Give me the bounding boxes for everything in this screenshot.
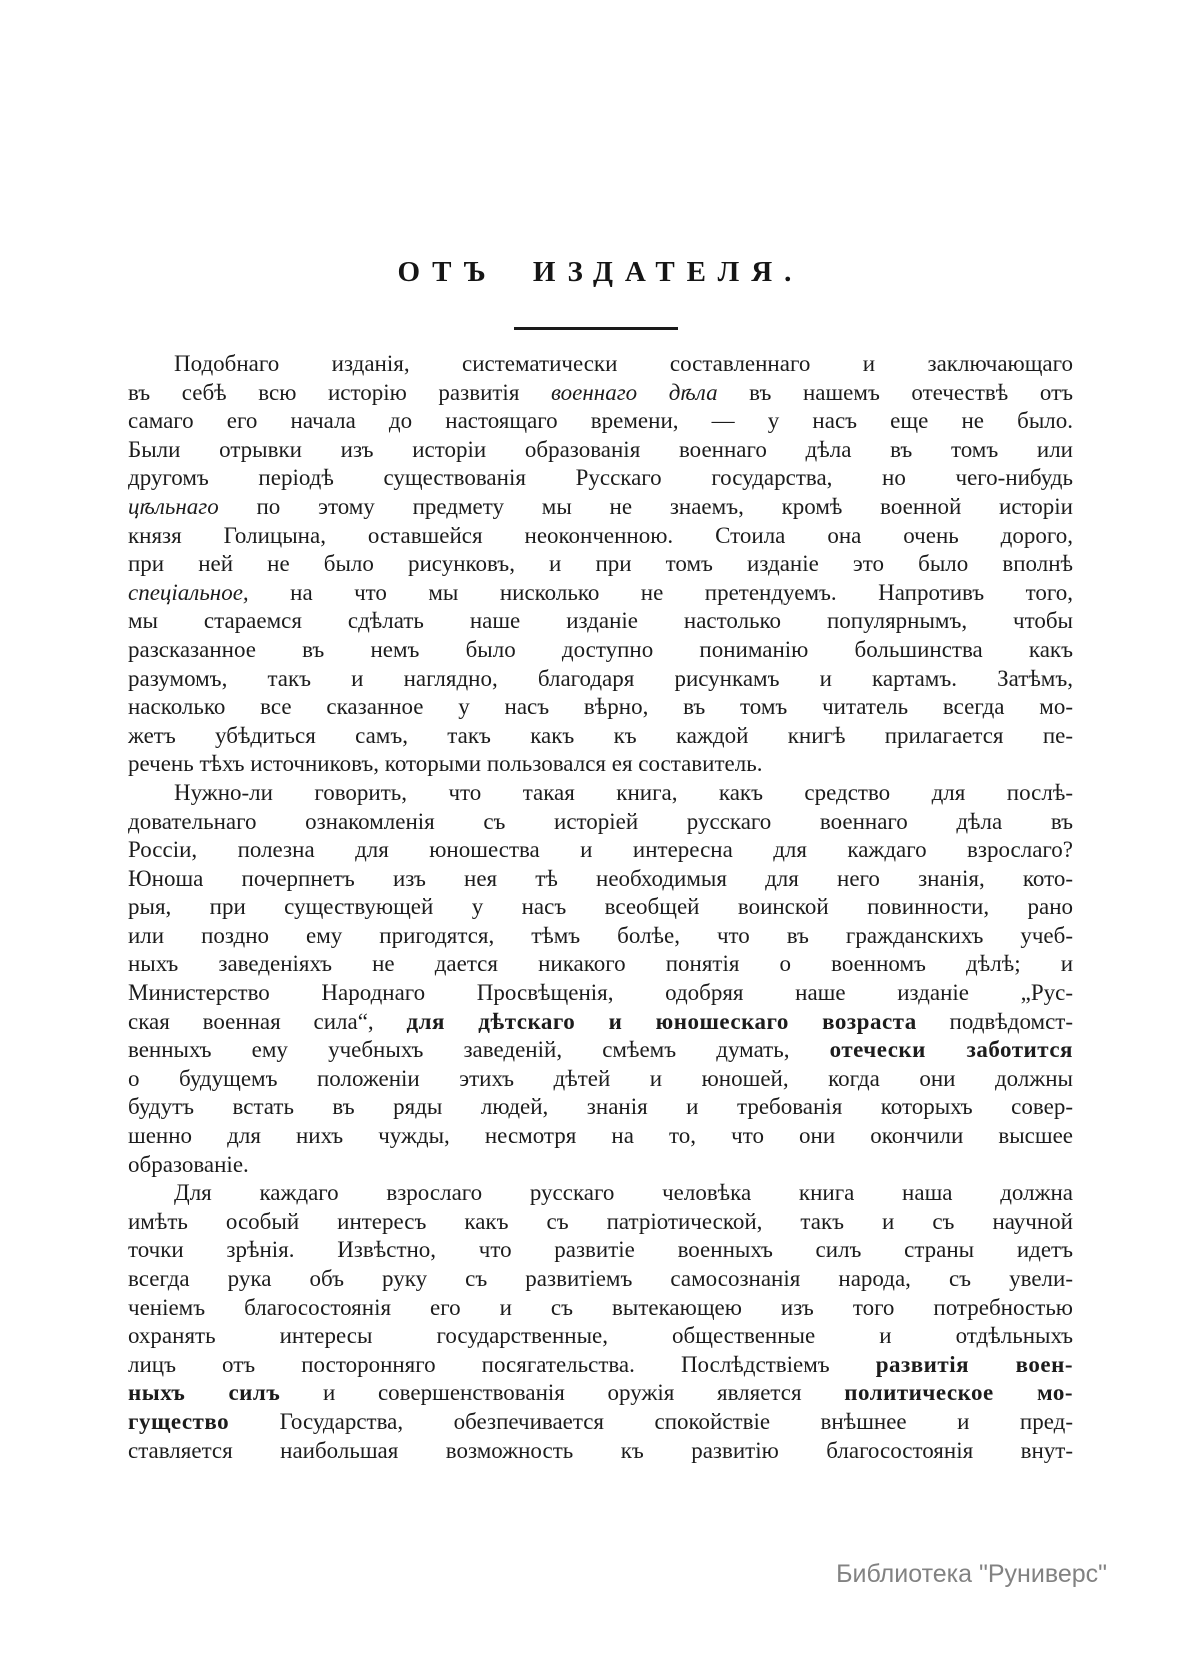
text-line (128, 722, 1073, 751)
text-line (128, 636, 1073, 665)
text-line (128, 750, 1073, 779)
bold-run: для дѣтскаго и юношескаго возраста (406, 1008, 917, 1034)
text-line (128, 1322, 1073, 1351)
text-line (128, 407, 1073, 436)
text-run: разсказанное въ немъ было доступно пониманію большинства какъ (128, 636, 1073, 662)
text-run: Министерство Народнаго Просвѣщенія, одобряя наше изданіе „Рус- (128, 980, 1073, 1006)
text-line (128, 379, 1073, 408)
text-line (128, 950, 1073, 979)
text-run: въ нашемъ отечествѣ отъ (717, 379, 1074, 405)
text-line (128, 436, 1073, 465)
text-run: венныхъ ему учебныхъ заведеній, смѣемъ думать, (128, 1037, 830, 1063)
text-line (128, 1122, 1073, 1151)
page-title: ОТЪ ИЗДАТЕЛЯ. (397, 256, 804, 288)
text-line (128, 1294, 1073, 1323)
text-run: Нужно-ли говорить, что такая книга, какъ средство для послѣ- (174, 779, 1073, 805)
text-run: образованіе. (128, 1151, 249, 1177)
text-line (128, 522, 1073, 551)
text-run: ставляется наибольшая возможность къ развитію благосостоянія внут- (128, 1437, 1073, 1463)
text-line (128, 893, 1073, 922)
text-run: Государства, обезпечивается спокойствіе внѣшнее и пред- (229, 1408, 1073, 1434)
text-line (128, 1265, 1073, 1294)
text-line (128, 665, 1073, 694)
text-line (128, 1437, 1073, 1466)
watermark: Библиотека "Руниверс" (836, 1560, 1107, 1588)
text-run: будутъ встать въ ряды людей, знанія и требованія которыхъ совер- (128, 1094, 1073, 1120)
text-line (128, 579, 1073, 608)
text-run: Подобнаго изданія, систематически составленнаго и заключающаго (174, 351, 1073, 376)
text-line (128, 1036, 1073, 1065)
title-divider (514, 327, 678, 330)
text-run: речень тѣхъ источниковъ, которыми пользовался ея составитель. (128, 751, 763, 777)
text-line (128, 607, 1073, 636)
text-run: Для каждаго взрослаго русскаго человѣка книга наша должна (174, 1180, 1073, 1206)
italic-run: спеціальное, (128, 579, 249, 605)
text-run: Юноша почерпнетъ изъ нея тѣ необходимыя для него знанія, кото- (128, 865, 1073, 891)
text-line (128, 979, 1073, 1008)
text-run: при ней не было рисунковъ, и при томъ изданіе это было вполнѣ (128, 551, 1073, 577)
text-line (128, 1093, 1073, 1122)
text-run: ченіемъ благосостоянія его и съ вытекающею изъ того потребностью (128, 1294, 1073, 1320)
text-run: ныхъ заведеніяхъ не дается никакого понятія о военномъ дѣлѣ; и (128, 951, 1073, 977)
text-run: рыя, при существующей у насъ всеобщей воинской повинности, рано (128, 894, 1073, 920)
text-line (128, 1065, 1073, 1094)
text-line (128, 1208, 1073, 1237)
text-run: или поздно ему пригодятся, тѣмъ болѣе, что въ гражданскихъ учеб- (128, 922, 1073, 948)
text-line (128, 836, 1073, 865)
text-line (128, 693, 1073, 722)
italic-run: военнаго дѣла (551, 379, 718, 405)
text-run: Россіи, полезна для юношества и интересна для каждаго взрослаго? (128, 837, 1073, 863)
text-run: ская военная сила“, (128, 1008, 407, 1034)
text-line (128, 1151, 1073, 1180)
bold-run: гущество (128, 1408, 230, 1434)
bold-run: развитія воен- (875, 1351, 1073, 1377)
bold-run: ныхъ силъ (128, 1380, 281, 1406)
text-line (128, 493, 1073, 522)
text-run: мы стараемся сдѣлать наше изданіе настолько популярнымъ, чтобы (128, 608, 1073, 634)
text-run: насколько все сказанное у насъ вѣрно, въ томъ читатель всегда мо- (128, 694, 1073, 720)
text-run: и совершенствованія оружія является (280, 1380, 845, 1406)
text-line (128, 865, 1073, 894)
bold-run: политическое мо- (844, 1380, 1073, 1406)
text-line (128, 1351, 1073, 1380)
text-line (128, 808, 1073, 837)
bold-run: отечески заботится (829, 1037, 1073, 1063)
text-run: на что мы нисколько не претендуемъ. Напротивъ того, (248, 579, 1073, 605)
text-run: по этому предмету мы не знаемъ, кромѣ военной исторіи (218, 493, 1073, 519)
text-run: другомъ періодѣ существованія Русскаго государства, но чего-нибудь (128, 465, 1073, 491)
text-run: имѣть особый интересъ какъ съ патріотической, такъ и съ научной (128, 1208, 1073, 1234)
text-run: точки зрѣнія. Извѣстно, что развитіе военныхъ силъ страны идетъ (128, 1237, 1073, 1263)
text-run: князя Голицына, оставшейся неоконченною. Стоила она очень дорого, (128, 522, 1073, 548)
text-line (128, 464, 1073, 493)
text-line (128, 350, 1073, 379)
text-line (128, 1379, 1073, 1408)
text-run: самаго его начала до настоящаго времени, — у насъ еще не было. (128, 408, 1073, 434)
text-run: о будущемъ положеніи этихъ дѣтей и юношей, когда они должны (128, 1065, 1073, 1091)
text-run: всегда рука объ руку съ развитіемъ самосознанія народа, съ увели- (128, 1266, 1073, 1291)
body-text (128, 350, 1073, 1465)
text-run: жетъ убѣдиться самъ, такъ какъ къ каждой книгѣ прилагается пе- (128, 722, 1073, 748)
text-run: подвѣдомст- (916, 1008, 1073, 1034)
text-line (128, 922, 1073, 951)
text-run: разумомъ, такъ и наглядно, благодаря рисункамъ и картамъ. Затѣмъ, (128, 665, 1073, 691)
text-run: шенно для нихъ чужды, несмотря на то, что они окончили высшее (128, 1123, 1073, 1149)
text-line (128, 1008, 1073, 1037)
text-run: въ себѣ всю исторію развитія (128, 379, 551, 405)
text-line (128, 1408, 1073, 1437)
italic-run: цѣльнаго (128, 493, 219, 519)
text-run: Были отрывки изъ исторіи образованія военнаго дѣла въ томъ или (128, 436, 1073, 462)
text-line (128, 779, 1073, 808)
text-run: довательнаго ознакомленія съ исторіей русскаго военнаго дѣла въ (128, 808, 1073, 834)
text-line (128, 1236, 1073, 1265)
text-run: лицъ отъ посторонняго посягательства. Послѣдствіемъ (128, 1351, 876, 1377)
text-line (128, 1179, 1073, 1208)
text-line (128, 550, 1073, 579)
text-run: охранять интересы государственные, общественные и отдѣльныхъ (128, 1323, 1073, 1349)
